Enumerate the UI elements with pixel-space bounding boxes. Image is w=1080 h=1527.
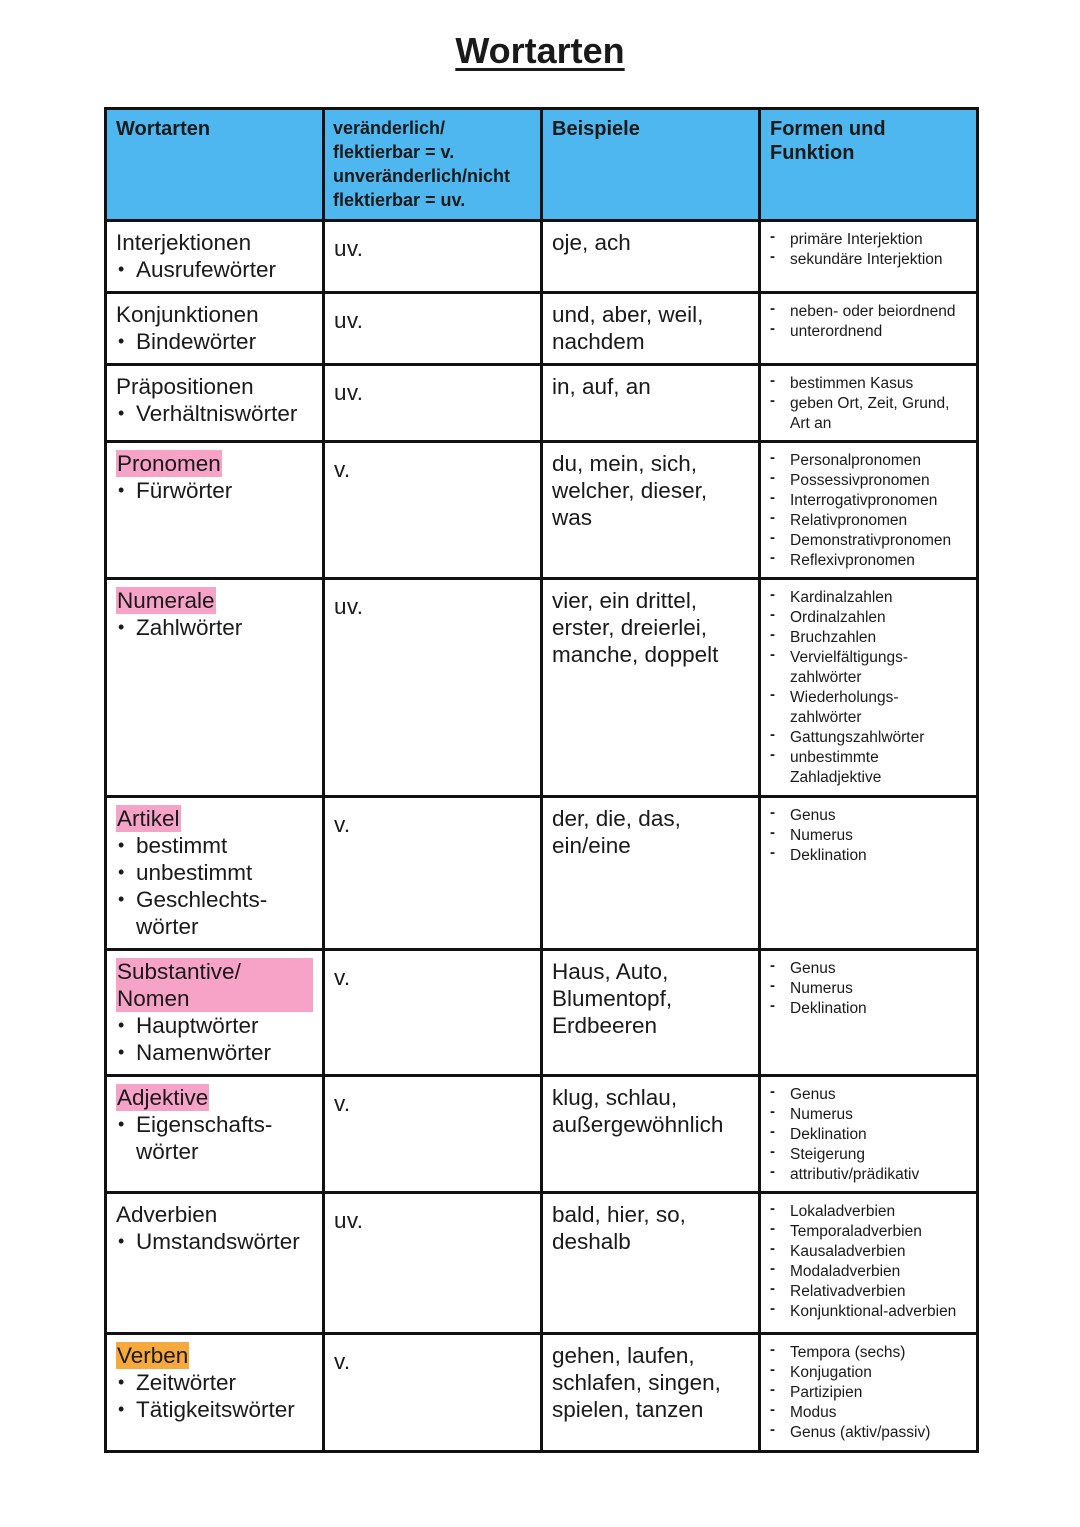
- forms-item: - Numerus: [769, 1105, 970, 1125]
- page-title-text: Wortarten: [455, 30, 625, 71]
- forms-item: - Tempora (sechs): [769, 1343, 970, 1363]
- examples-cell: Haus, Auto, Blumentopf, Erdbeeren: [542, 950, 760, 1076]
- wortart-name: Interjektionen: [116, 230, 252, 255]
- page-title: [0, 30, 1080, 72]
- flexion-cell: [324, 442, 542, 579]
- forms-item: - unterordnend: [769, 322, 970, 342]
- forms-list: [769, 1202, 970, 1322]
- flexion-cell: [324, 365, 542, 442]
- forms-item: - Bruchzahlen: [769, 628, 970, 648]
- examples-cell: der, die, das, ein/eine: [542, 797, 760, 950]
- forms-list: [769, 1343, 970, 1443]
- examples-cell: vier, ein drittel, erster, dreierlei, manche, doppelt: [542, 579, 760, 797]
- forms-item: - primäre Interjektion: [769, 230, 970, 250]
- table-row: [106, 950, 978, 1076]
- header-flexion: veränderlich/ flektierbar = v. unveränderlich/nicht flektierbar = uv.: [324, 109, 542, 221]
- table-row: [106, 442, 978, 579]
- forms-cell: [760, 442, 978, 579]
- wortart-cell: [106, 579, 324, 797]
- forms-item: - Genus (aktiv/passiv): [769, 1423, 970, 1443]
- translation-list: [116, 400, 313, 427]
- forms-item: - Konjugation: [769, 1363, 970, 1383]
- flexion-value: uv.: [334, 1208, 364, 1233]
- forms-item: - Interrogativpronomen: [769, 491, 970, 511]
- translation-item: • Tätigkeitswörter: [116, 1396, 313, 1423]
- wortart-cell: [106, 221, 324, 293]
- examples-cell: bald, hier, so, deshalb: [542, 1193, 760, 1334]
- forms-item: - attributiv/prädikativ: [769, 1165, 970, 1185]
- forms-item: - sekundäre Interjektion: [769, 250, 970, 270]
- forms-item: - Numerus: [769, 826, 970, 846]
- translation-item: • bestimmt: [116, 832, 313, 859]
- translation-list: [116, 1012, 313, 1066]
- translation-list: [116, 1228, 313, 1255]
- forms-cell: [760, 1334, 978, 1452]
- table-row: [106, 221, 978, 293]
- forms-cell: [760, 293, 978, 365]
- forms-item: - Deklination: [769, 1125, 970, 1145]
- wortart-cell: [106, 442, 324, 579]
- table-row: [106, 797, 978, 950]
- table-row: [106, 365, 978, 442]
- wortart-name: Pronomen: [117, 451, 221, 476]
- forms-item: - Konjunktional-adverbien: [769, 1302, 970, 1322]
- forms-list: [769, 230, 970, 270]
- flexion-value: v.: [334, 1349, 351, 1374]
- forms-item: - Deklination: [769, 846, 970, 866]
- flexion-value: uv.: [334, 308, 364, 333]
- table-body: [106, 221, 978, 1452]
- wortart-name: Konjunktionen: [116, 302, 259, 327]
- flexion-value: v.: [334, 965, 351, 990]
- header-formen: Formen und Funktion: [760, 109, 978, 221]
- flexion-cell: [324, 221, 542, 293]
- examples-cell: und, aber, weil, nachdem: [542, 293, 760, 365]
- forms-item: - Gattungszahlwörter: [769, 728, 970, 748]
- forms-item: - Kardinalzahlen: [769, 588, 970, 608]
- forms-item: - geben Ort, Zeit, Grund, Art an: [769, 394, 970, 434]
- wortart-name: Verben: [117, 1343, 189, 1368]
- forms-item: - Numerus: [769, 979, 970, 999]
- forms-list: [769, 374, 970, 434]
- translation-item: • Geschlechts-wörter: [116, 886, 313, 940]
- examples-cell: klug, schlau, außergewöhnlich: [542, 1076, 760, 1193]
- forms-item: - Ordinalzahlen: [769, 608, 970, 628]
- forms-item: - unbestimmte Zahladjektive: [769, 748, 970, 788]
- forms-item: - Temporaladverbien: [769, 1222, 970, 1242]
- forms-item: - Reflexivpronomen: [769, 551, 970, 571]
- translation-item: • Umstandswörter: [116, 1228, 313, 1255]
- flexion-cell: [324, 1334, 542, 1452]
- flexion-value: v.: [334, 1091, 351, 1116]
- header-beispiele: Beispiele: [542, 109, 760, 221]
- wortart-cell: [106, 293, 324, 365]
- forms-item: - Wiederholungs-zahlwörter: [769, 688, 970, 728]
- wortart-cell: [106, 1334, 324, 1452]
- forms-item: - Partizipien: [769, 1383, 970, 1403]
- flexion-value: v.: [334, 812, 351, 837]
- forms-list: [769, 451, 970, 571]
- examples-cell: gehen, laufen, schlafen, singen, spielen, tanzen: [542, 1334, 760, 1452]
- flexion-cell: [324, 1193, 542, 1334]
- examples-cell: du, mein, sich, welcher, dieser, was: [542, 442, 760, 579]
- table-row: [106, 293, 978, 365]
- header-wortarten: Wortarten: [106, 109, 324, 221]
- forms-cell: [760, 221, 978, 293]
- forms-item: - Relativadverbien: [769, 1282, 970, 1302]
- translation-item: • Zahlwörter: [116, 614, 313, 641]
- table-row: [106, 1334, 978, 1452]
- wortart-cell: [106, 1193, 324, 1334]
- forms-item: - Genus: [769, 1085, 970, 1105]
- forms-item: - Genus: [769, 806, 970, 826]
- translation-item: • Bindewörter: [116, 328, 313, 355]
- flexion-value: uv.: [334, 236, 364, 261]
- translation-list: [116, 1369, 313, 1423]
- flexion-cell: [324, 579, 542, 797]
- flexion-cell: [324, 950, 542, 1076]
- wortart-cell: [106, 950, 324, 1076]
- flexion-cell: [324, 797, 542, 950]
- forms-list: [769, 588, 970, 788]
- forms-item: - Steigerung: [769, 1145, 970, 1165]
- translation-item: • Ausrufewörter: [116, 256, 313, 283]
- translation-item: • Zeitwörter: [116, 1369, 313, 1396]
- wortart-name: Adjektive: [117, 1085, 209, 1110]
- table-row: [106, 1193, 978, 1334]
- forms-list: [769, 302, 970, 342]
- examples-cell: in, auf, an: [542, 365, 760, 442]
- table-row: [106, 579, 978, 797]
- wortart-name: Numerale: [117, 588, 215, 613]
- translation-item: • unbestimmt: [116, 859, 313, 886]
- wortart-cell: [106, 1076, 324, 1193]
- translation-list: [116, 832, 313, 940]
- forms-item: - Genus: [769, 959, 970, 979]
- forms-item: - Kausaladverbien: [769, 1242, 970, 1262]
- forms-item: - Possessivpronomen: [769, 471, 970, 491]
- forms-item: - neben- oder beiordnend: [769, 302, 970, 322]
- forms-item: - Lokaladverbien: [769, 1202, 970, 1222]
- forms-list: [769, 1085, 970, 1185]
- flexion-value: uv.: [334, 594, 364, 619]
- table-header-row: [106, 109, 978, 221]
- wortart-name: Artikel: [117, 806, 180, 831]
- translation-list: [116, 256, 313, 283]
- translation-list: [116, 614, 313, 641]
- forms-item: - Modaladverbien: [769, 1262, 970, 1282]
- translation-item: • Hauptwörter: [116, 1012, 313, 1039]
- flexion-cell: [324, 293, 542, 365]
- forms-list: [769, 959, 970, 1019]
- forms-cell: [760, 797, 978, 950]
- wortarten-table: [104, 107, 979, 1453]
- forms-cell: [760, 365, 978, 442]
- translation-list: [116, 328, 313, 355]
- translation-item: • Fürwörter: [116, 477, 313, 504]
- forms-item: - Demonstrativpronomen: [769, 531, 970, 551]
- forms-item: - Deklination: [769, 999, 970, 1019]
- translation-list: [116, 477, 313, 504]
- wortart-cell: [106, 797, 324, 950]
- forms-cell: [760, 1076, 978, 1193]
- wortart-name: Substantive/ Nomen: [116, 958, 313, 1012]
- forms-item: - Modus: [769, 1403, 970, 1423]
- wortart-name: Präpositionen: [116, 374, 254, 399]
- examples-cell: oje, ach: [542, 221, 760, 293]
- flexion-value: v.: [334, 457, 351, 482]
- wortart-name: Adverbien: [116, 1202, 218, 1227]
- translation-item: • Namenwörter: [116, 1039, 313, 1066]
- flexion-cell: [324, 1076, 542, 1193]
- translation-item: • Eigenschafts-wörter: [116, 1111, 313, 1165]
- forms-list: [769, 806, 970, 866]
- forms-cell: [760, 1193, 978, 1334]
- wortart-cell: [106, 365, 324, 442]
- translation-list: [116, 1111, 313, 1165]
- forms-item: - Vervielfältigungs-zahlwörter: [769, 648, 970, 688]
- forms-item: - bestimmen Kasus: [769, 374, 970, 394]
- translation-item: • Verhältniswörter: [116, 400, 313, 427]
- forms-item: - Personalpronomen: [769, 451, 970, 471]
- forms-cell: [760, 579, 978, 797]
- forms-item: - Relativpronomen: [769, 511, 970, 531]
- table-row: [106, 1076, 978, 1193]
- flexion-value: uv.: [334, 380, 364, 405]
- forms-cell: [760, 950, 978, 1076]
